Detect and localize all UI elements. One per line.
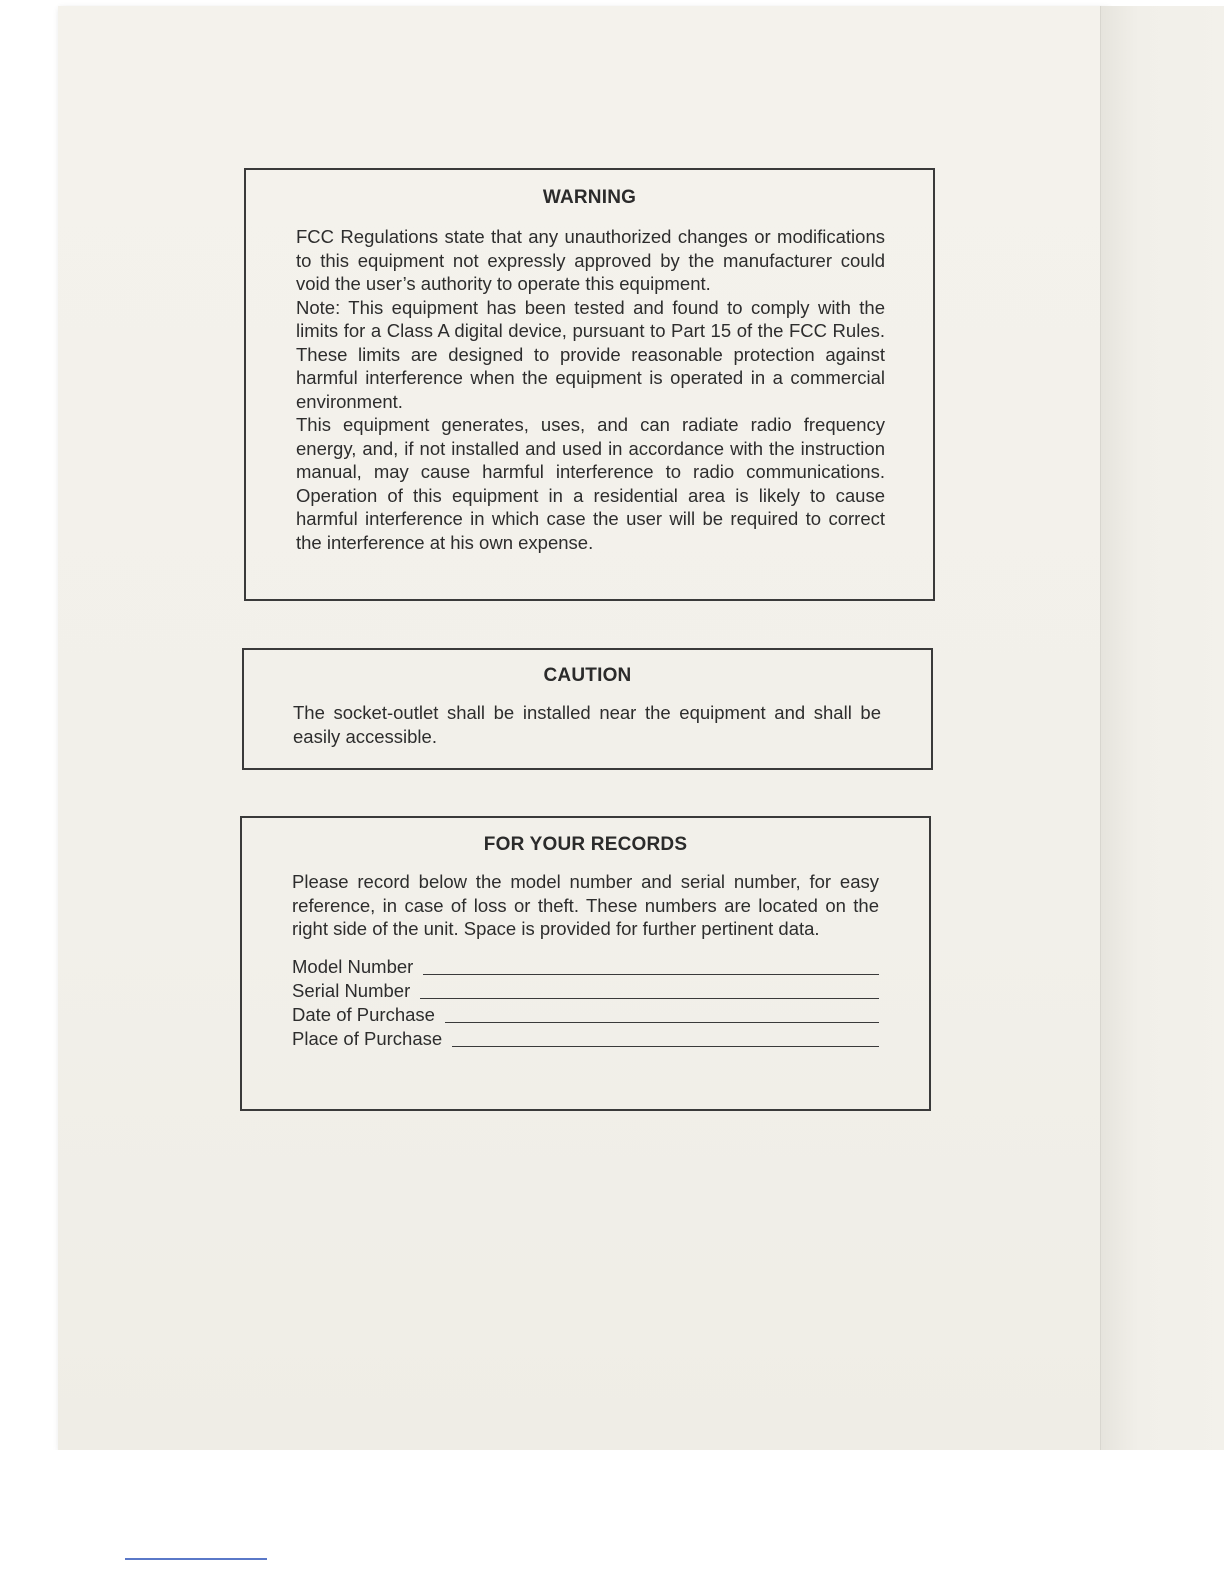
adjacent-page-edge [1100,6,1224,1454]
date-of-purchase-field [292,1003,879,1027]
records-fields [292,955,879,1051]
caution-paragraph: The socket-outlet shall be installed near the equipment and shall be easily accessible. [293,702,881,747]
warning-paragraph: Note: This equipment has been tested and found to comply with the limits for a Class A digital device, pursuant to Part 15 of the FCC Rules. These limits are designed to provide reasonable protection against harmful interference when the equipment is operated in a commercial environment. [296,296,885,412]
caution-box [242,648,933,770]
blank-line [423,974,879,975]
place-of-purchase-field [292,1027,879,1051]
records-box [240,816,931,1111]
warning-paragraph: This equipment generates, uses, and can radiate radio frequency energy, and, if not installed and used in accordance with the instruction manual, may cause harmful interference to radio communications. Operation of this equipment in a residential area is likely to cause harmful interference in which case the user will be required to correct the interference at his own expense. [296,414,885,553]
field-label: Date of Purchase [292,1003,435,1025]
records-paragraph: Please record below the model number and serial number, for easy reference, in case of loss or theft. These numbers are located on the right side of the unit. Space is provided for further pertinent data. [292,871,879,939]
warning-paragraph: FCC Regulations state that any unauthorized changes or modifications to this equipment not expressly approved by the manufacturer could void the user’s authority to operate this equipment. [296,226,885,294]
model-number-field [292,955,879,979]
blank-line [452,1046,879,1047]
warning-text [296,225,885,554]
underline-mark [125,1558,267,1560]
scan-background [0,1450,1224,1584]
records-title: FOR YOUR RECORDS [483,834,688,855]
warning-title: WARNING [542,187,637,208]
caution-title: CAUTION [543,665,632,686]
field-label: Model Number [292,955,414,977]
serial-number-field [292,979,879,1003]
field-label: Place of Purchase [292,1027,443,1049]
caution-text [293,701,881,748]
records-text [292,870,879,941]
blank-line [445,1022,879,1023]
warning-box [244,168,935,601]
blank-line [420,998,879,999]
field-label: Serial Number [292,979,411,1001]
